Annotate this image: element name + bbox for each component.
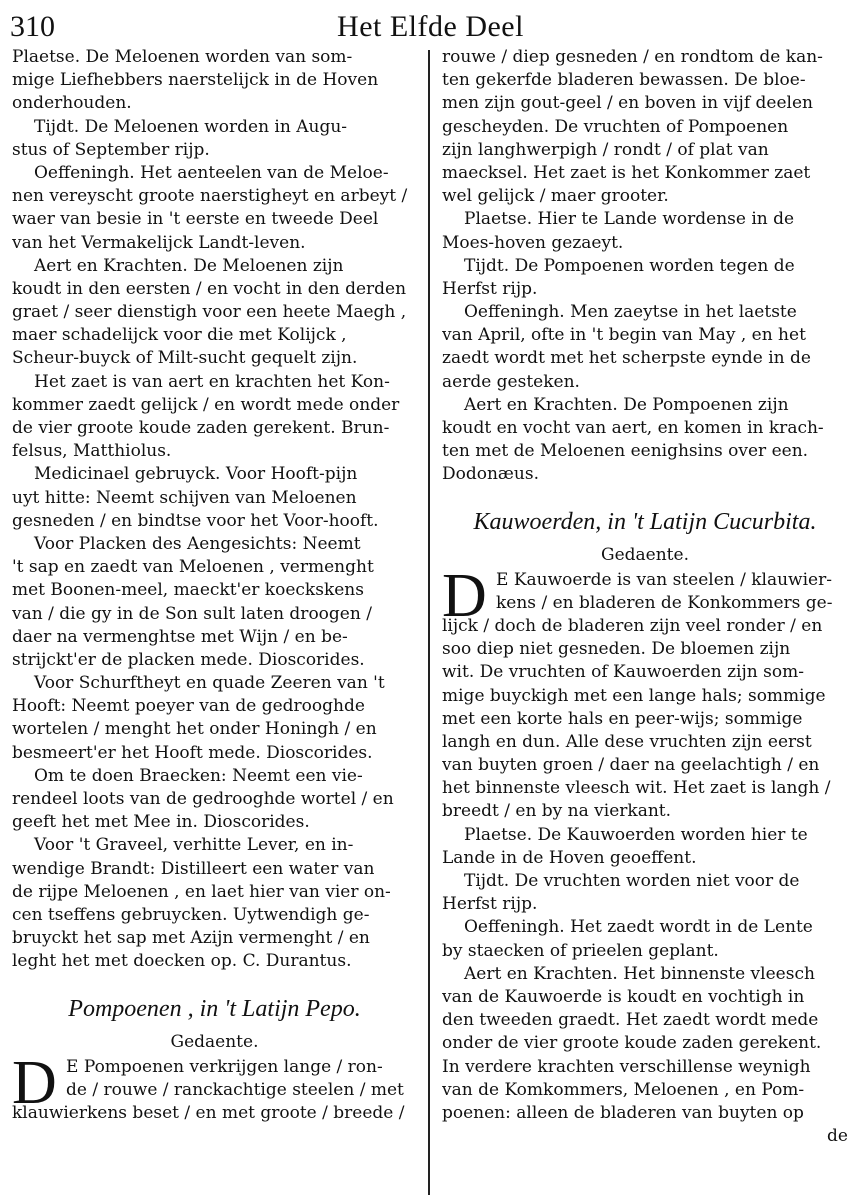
- kauwoerden-text: [442, 615, 848, 1148]
- text-line: strijckt'er de placken mede. Dioscorides.: [12, 649, 365, 670]
- text-line: wit. De vruchten of Kauwoerden zijn som-: [442, 662, 804, 683]
- text-line: ten gekerfde bladeren bewassen. De bloe-: [442, 70, 806, 91]
- column-divider: [428, 50, 430, 1195]
- text-line: van buyten groen / daer na geelachtigh / en: [442, 755, 820, 776]
- text-line: Hooft: Neemt poeyer van de gedrooghde: [12, 696, 365, 717]
- page-header: [0, 0, 861, 48]
- section-title-kauwoerden: Kauwoerden, in 't Latijn Cucurbita.: [473, 508, 817, 535]
- text-line: Plaetse. De Meloenen worden van som-: [12, 47, 353, 67]
- subheading-gedaente: Gedaente.: [170, 1031, 259, 1052]
- text-line: Moes-hoven gezaeyt.: [442, 232, 624, 253]
- meloenen-text: [12, 46, 417, 974]
- text-line: de vier groote koude zaden gerekent. Brun-: [12, 418, 390, 438]
- text-line: Scheur-buyck of Milt-sucht gequelt zijn.: [12, 348, 358, 369]
- text-line: wortelen / menght het onder Honingh / en: [12, 719, 377, 740]
- text-line: aerde gesteken.: [442, 371, 580, 392]
- text-line: onderhouden.: [12, 93, 132, 114]
- text-line: leght het met doecken op. C. Durantus.: [12, 951, 352, 972]
- text-line: klauwierkens beset / en met groote / breede /: [12, 1102, 405, 1123]
- text-line: Aert en Krachten. De Meloenen zijn: [34, 255, 344, 276]
- running-head: Het Elfde Deel: [337, 10, 524, 43]
- text-line: Tijdt. De vruchten worden niet voor de: [464, 871, 800, 891]
- text-line: van de Kauwoerde is koudt en vochtigh in: [442, 986, 805, 1007]
- text-line: Voor Schurftheyt en quade Zeeren van 't: [34, 673, 385, 694]
- text-line: Dodonæus.: [442, 464, 539, 485]
- dropcap-letter: D: [12, 1048, 57, 1117]
- subheading-gedaente: Gedaente.: [601, 544, 689, 565]
- text-line: breedt / en by na vierkant.: [442, 801, 672, 822]
- text-line: met Boonen-meel, maeckt'er koeckskens: [12, 580, 364, 601]
- right-column: [442, 46, 848, 1148]
- catchword: de: [827, 1126, 848, 1147]
- left-column: [12, 46, 417, 1125]
- text-line: In verdere krachten verschillense weynigh: [442, 1056, 811, 1077]
- text-line: gesneden / en bindtse voor het Voor-hooft.: [12, 510, 379, 531]
- text-line: met een korte hals en peer-wijs; sommige: [442, 708, 803, 729]
- section-title-pompoenen: Pompoenen , in 't Latijn Pepo.: [68, 995, 361, 1022]
- text-line: Voor 't Graveel, verhitte Lever, en in-: [34, 835, 354, 856]
- text-line: mige buyckigh met een lange hals; sommige: [442, 685, 826, 706]
- text-line: E Pompoenen verkrijgen lange / ron-: [66, 1056, 383, 1077]
- text-line: den tweeden graedt. Het zaedt wordt mede: [442, 1010, 819, 1031]
- text-line: graet / seer dienstigh voor een heete Maegh ,: [12, 302, 407, 323]
- text-line: van April, ofte in 't begin van May , en het: [442, 325, 806, 346]
- section-spacer: [12, 974, 417, 990]
- text-line: Oeffeningh. Het aenteelen van de Meloe-: [34, 162, 389, 183]
- text-line: by staecken of prieelen geplant.: [442, 940, 719, 961]
- text-line: Herfst rijp.: [442, 894, 538, 915]
- pompoenen-continued-text: [442, 46, 848, 487]
- text-line: geeft het met Mee in. Dioscorides.: [12, 812, 310, 833]
- text-line: zijn langhwerpigh / rondt / of plat van: [442, 139, 769, 160]
- text-line: langh en dun. Alle dese vruchten zijn eerst: [442, 731, 812, 752]
- text-line: Oeffeningh. Het zaedt wordt in de Lente: [464, 917, 813, 938]
- text-line: E Kauwoerde is van steelen / klauwier-: [496, 569, 832, 590]
- text-line: het binnenste vleesch wit. Het zaet is langh /: [442, 778, 831, 799]
- text-line: Voor Placken des Aengesichts: Neemt: [34, 533, 361, 554]
- text-line: soo diep niet gesneden. De bloemen zijn: [442, 639, 791, 660]
- page-number: 310: [10, 10, 55, 43]
- text-line: ten met de Meloenen eenighsins over een.: [442, 441, 809, 462]
- text-line: cen tseffens gebruycken. Uytwendigh ge-: [12, 904, 370, 925]
- text-line: van de Komkommers, Meloenen , en Pom-: [442, 1079, 805, 1100]
- text-line: wendige Brandt: Distilleert een water van: [12, 858, 375, 879]
- text-line: Lande in de Hoven geoeffent.: [442, 847, 697, 868]
- text-line: de / rouwe / ranckachtige steelen / met: [66, 1079, 404, 1100]
- text-line: bruyckt het sap met Azijn vermenght / en: [12, 928, 370, 949]
- dropcap-letter: D: [442, 561, 487, 630]
- text-line: kens / en bladeren de Konkommers ge-: [496, 592, 833, 613]
- text-line: Medicinael gebruyck. Voor Hooft-pijn: [34, 464, 358, 485]
- text-line: Aert en Krachten. De Pompoenen zijn: [464, 394, 789, 415]
- text-line: Oeffeningh. Men zaeytse in het laetste: [464, 302, 797, 323]
- text-line: daer na vermenghtse met Wijn / en be-: [12, 626, 348, 647]
- text-line: maecksel. Het zaet is het Konkommer zaet: [442, 162, 811, 183]
- text-line: besmeert'er het Hooft mede. Dioscorides.: [12, 742, 373, 763]
- text-line: mige Liefhebbers naerstelijck in de Hoven: [12, 70, 379, 91]
- text-line: zaedt wordt met het scherpste eynde in de: [442, 348, 811, 369]
- text-line: men zijn gout-geel / en boven in vijf deelen: [442, 93, 813, 114]
- text-line: nen vereyscht groote naerstigheyt en arbeyt /: [12, 186, 408, 207]
- text-line: 't sap en zaedt van Meloenen , vermenght: [12, 557, 374, 578]
- text-line: maer schadelijck voor die met Kolijck ,: [12, 325, 347, 346]
- text-line: poenen: alleen de bladeren van buyten op: [442, 1102, 804, 1123]
- text-line: Tijdt. De Meloenen worden in Augu-: [34, 116, 348, 137]
- text-line: onder de vier groote koude zaden gerekent.: [442, 1033, 822, 1054]
- text-line: koudt in den eersten / en vocht in den derden: [12, 278, 407, 299]
- section-spacer: [442, 487, 848, 503]
- text-line: van / die gy in de Son sult laten droogen /: [12, 603, 372, 624]
- text-line: van het Vermakelijck Landt-leven.: [12, 232, 306, 253]
- text-line: Plaetse. Hier te Lande wordense in de: [464, 209, 795, 230]
- text-line: koudt en vocht van aert, en komen in krach-: [442, 418, 824, 438]
- text-line: gescheyden. De vruchten of Pompoenen: [442, 116, 789, 137]
- text-line: stus of September rijp.: [12, 139, 210, 160]
- text-line: waer van besie in 't eerste en tweede Deel: [12, 209, 379, 230]
- text-line: lijck / doch de bladeren zijn veel ronder / en: [442, 615, 823, 636]
- text-line: de rijpe Meloenen , en laet hier van vier on-: [12, 881, 391, 902]
- text-line: Plaetse. De Kauwoerden worden hier te: [464, 824, 808, 845]
- text-line: felsus, Matthiolus.: [12, 441, 172, 462]
- text-line: Tijdt. De Pompoenen worden tegen de: [464, 255, 795, 276]
- text-line: Herfst rijp.: [442, 278, 538, 299]
- text-line: wel gelijck / maer grooter.: [442, 186, 669, 207]
- text-line: rouwe / diep gesneden / en rondtom de kan-: [442, 47, 823, 67]
- text-line: kommer zaedt gelijck / en wordt mede onder: [12, 394, 400, 415]
- text-line: rendeel loots van de gedrooghde wortel / en: [12, 789, 394, 809]
- text-line: Het zaet is van aert en krachten het Kon-: [34, 371, 390, 392]
- text-line: Aert en Krachten. Het binnenste vleesch: [464, 963, 815, 984]
- text-line: Om te doen Braecken: Neemt een vie-: [34, 765, 363, 786]
- text-line: uyt hitte: Neemt schijven van Meloenen: [12, 487, 357, 508]
